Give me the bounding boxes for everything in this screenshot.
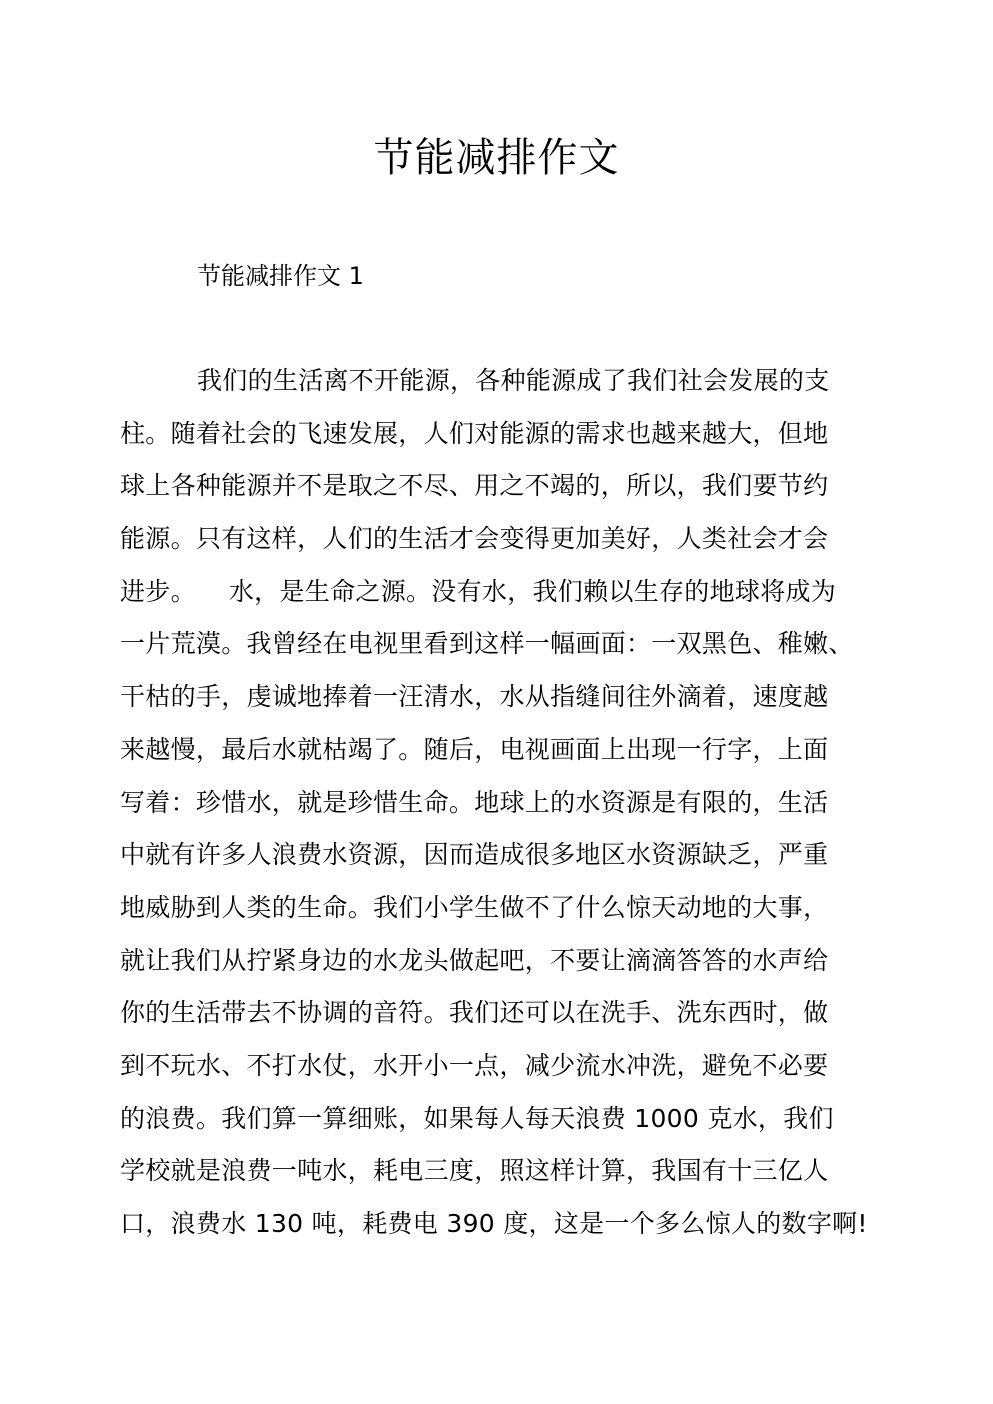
text-line: 进步。 水，是生命之源。没有水，我们赖以生存的地球将成为	[120, 576, 837, 606]
text-line: 的浪费。我们算一算细账，如果每人每天浪费 1000 克水，我们	[120, 1103, 834, 1133]
text-line: 到不玩水、不打水仗，水开小一点，减少流水冲洗，避免不必要	[120, 1050, 829, 1080]
text-line: 一片荒漠。我曾经在电视里看到这样一幅画面：一双黑色、稚嫩、	[120, 629, 854, 659]
text-line: 中就有许多人浪费水资源，因而造成很多地区水资源缺乏，严重	[120, 840, 829, 870]
text-line: 口，浪费水 130 吨，耗费电 390 度，这是一个多么惊人的数字啊!	[120, 1209, 868, 1238]
text-line: 干枯的手，虔诚地捧着一汪清水，水从指缝间往外滴着，速度越	[120, 682, 829, 712]
document-title: 节能减排作文	[373, 135, 620, 181]
text-line: 地威胁到人类的生命。我们小学生做不了什么惊天动地的大事，	[120, 892, 829, 922]
essay-body	[120, 355, 890, 1251]
text-line: 我们的生活离不开能源，各种能源成了我们社会发展的支	[197, 366, 830, 395]
text-line: 写着：珍惜水，就是珍惜生命。地球上的水资源是有限的，生活	[120, 787, 829, 817]
text-line: 学校就是浪费一吨水，耗电三度，照这样计算，我国有十三亿人	[120, 1156, 829, 1186]
text-line: 你的生活带去不协调的音符。我们还可以在洗手、洗东西时，做	[120, 998, 829, 1028]
text-line: 能源。只有这样，人们的生活才会变得更加美好，人类社会才会	[120, 524, 829, 554]
section-heading: 节能减排作文 1	[197, 262, 364, 290]
text-line: 就让我们从拧紧身边的水龙头做起吧，不要让滴滴答答的水声给	[120, 945, 829, 975]
text-line: 来越慢，最后水就枯竭了。随后，电视画面上出现一行字，上面	[120, 734, 829, 764]
text-line: 柱。随着社会的飞速发展，人们对能源的需求也越来越大，但地	[120, 418, 829, 448]
text-line: 球上各种能源并不是取之不尽、用之不竭的，所以，我们要节约	[120, 471, 829, 501]
